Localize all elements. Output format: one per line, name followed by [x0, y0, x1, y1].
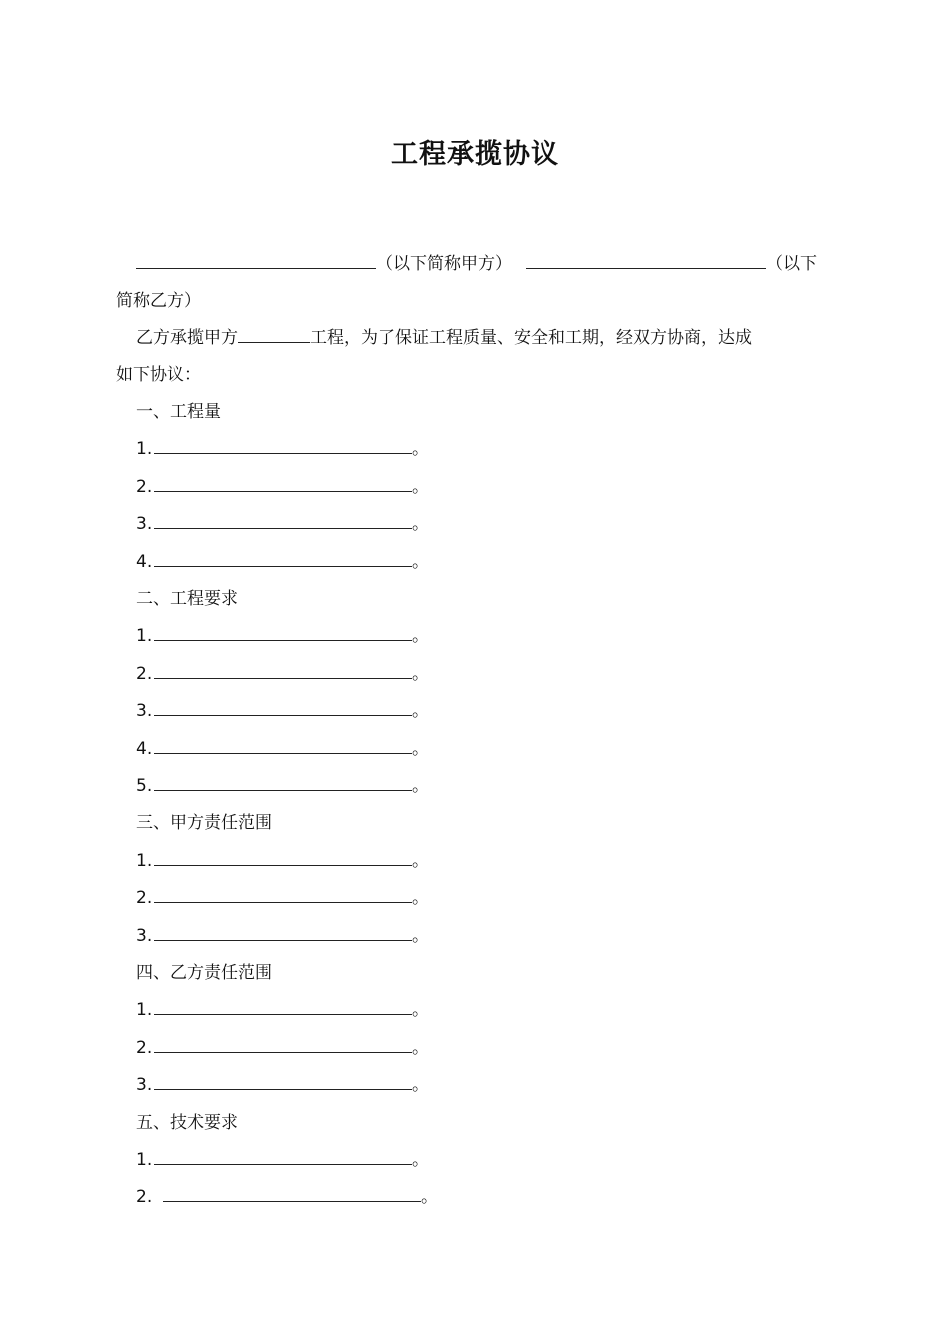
party-a-blank: [136, 252, 376, 269]
section-item: [136, 1185, 438, 1209]
section-item: [136, 924, 429, 948]
item-end-mark: 。: [412, 552, 429, 572]
section-item: [136, 886, 429, 910]
item-blank-line: [154, 1073, 412, 1090]
section-item: [136, 998, 429, 1022]
item-number: 4.: [136, 739, 153, 759]
item-number: 2.: [136, 1187, 153, 1207]
item-blank-line: [154, 624, 412, 641]
item-end-mark: 。: [412, 776, 429, 796]
item-number: 5.: [136, 776, 153, 796]
party-b-blank: [526, 252, 766, 269]
section-item: [136, 437, 429, 461]
section-item: [136, 1073, 429, 1097]
item-blank-line: [154, 475, 412, 492]
intro-line-1: [136, 326, 752, 350]
item-blank-line: [154, 1148, 412, 1165]
item-end-mark: 。: [412, 1000, 429, 1020]
item-number: 2.: [136, 664, 153, 684]
parties-line-2: 简称乙方）: [116, 291, 201, 311]
section-item: [136, 1148, 429, 1172]
item-end-mark: 。: [412, 1075, 429, 1095]
item-blank-line: [154, 886, 412, 903]
section-heading: 五、技术要求: [136, 1113, 238, 1133]
item-number: 3.: [136, 514, 153, 534]
item-end-mark: 。: [412, 851, 429, 871]
item-blank-line: [154, 699, 412, 716]
item-number: 1.: [136, 1150, 153, 1170]
section-heading: 三、甲方责任范围: [136, 813, 272, 833]
item-end-mark: 。: [412, 664, 429, 684]
section-item: [136, 774, 429, 798]
intro-part-1: 乙方承揽甲方: [136, 328, 238, 348]
item-number: 2.: [136, 888, 153, 908]
document-title: 工程承揽协议: [391, 139, 559, 170]
section-item: [136, 699, 429, 723]
item-number: 3.: [136, 1075, 153, 1095]
item-blank-line: [154, 849, 412, 866]
item-blank-line: [154, 550, 412, 567]
item-end-mark: 。: [412, 626, 429, 646]
section-item: [136, 737, 429, 761]
item-end-mark: 。: [412, 514, 429, 534]
section-item: [136, 624, 429, 648]
parties-line-1: [136, 252, 817, 276]
item-end-mark: 。: [412, 888, 429, 908]
item-blank-line: [154, 662, 412, 679]
section-heading: 四、乙方责任范围: [136, 963, 272, 983]
section-heading: 一、工程量: [136, 402, 221, 422]
section-item: [136, 1036, 429, 1060]
intro-part-2: 工程，为了保证工程质量、安全和工期，经双方协商，达成: [310, 328, 752, 348]
item-number: 3.: [136, 926, 153, 946]
project-name-blank: [238, 326, 310, 343]
section-item: [136, 662, 429, 686]
party-b-suffix: （以下: [766, 254, 817, 274]
item-end-mark: 。: [421, 1187, 438, 1207]
item-blank-line: [163, 1185, 421, 1202]
party-a-suffix: （以下简称甲方）: [376, 254, 512, 274]
section-item: [136, 550, 429, 574]
item-number: 1.: [136, 439, 153, 459]
item-number: 1.: [136, 851, 153, 871]
section-item: [136, 475, 429, 499]
item-blank-line: [154, 512, 412, 529]
intro-line-2: 如下协议：: [116, 365, 201, 385]
section-item: [136, 512, 429, 536]
item-blank-line: [154, 774, 412, 791]
section-heading: 二、工程要求: [136, 589, 238, 609]
item-blank-line: [154, 998, 412, 1015]
item-number: 4.: [136, 552, 153, 572]
item-end-mark: 。: [412, 739, 429, 759]
item-blank-line: [154, 1036, 412, 1053]
item-end-mark: 。: [412, 1038, 429, 1058]
item-end-mark: 。: [412, 1150, 429, 1170]
item-blank-line: [154, 924, 412, 941]
item-end-mark: 。: [412, 701, 429, 721]
item-number: 2.: [136, 1038, 153, 1058]
item-end-mark: 。: [412, 477, 429, 497]
section-item: [136, 849, 429, 873]
item-blank-line: [154, 437, 412, 454]
item-end-mark: 。: [412, 439, 429, 459]
item-number: 3.: [136, 701, 153, 721]
item-number: 2.: [136, 477, 153, 497]
item-blank-line: [154, 737, 412, 754]
item-number: 1.: [136, 1000, 153, 1020]
item-number: 1.: [136, 626, 153, 646]
item-end-mark: 。: [412, 926, 429, 946]
